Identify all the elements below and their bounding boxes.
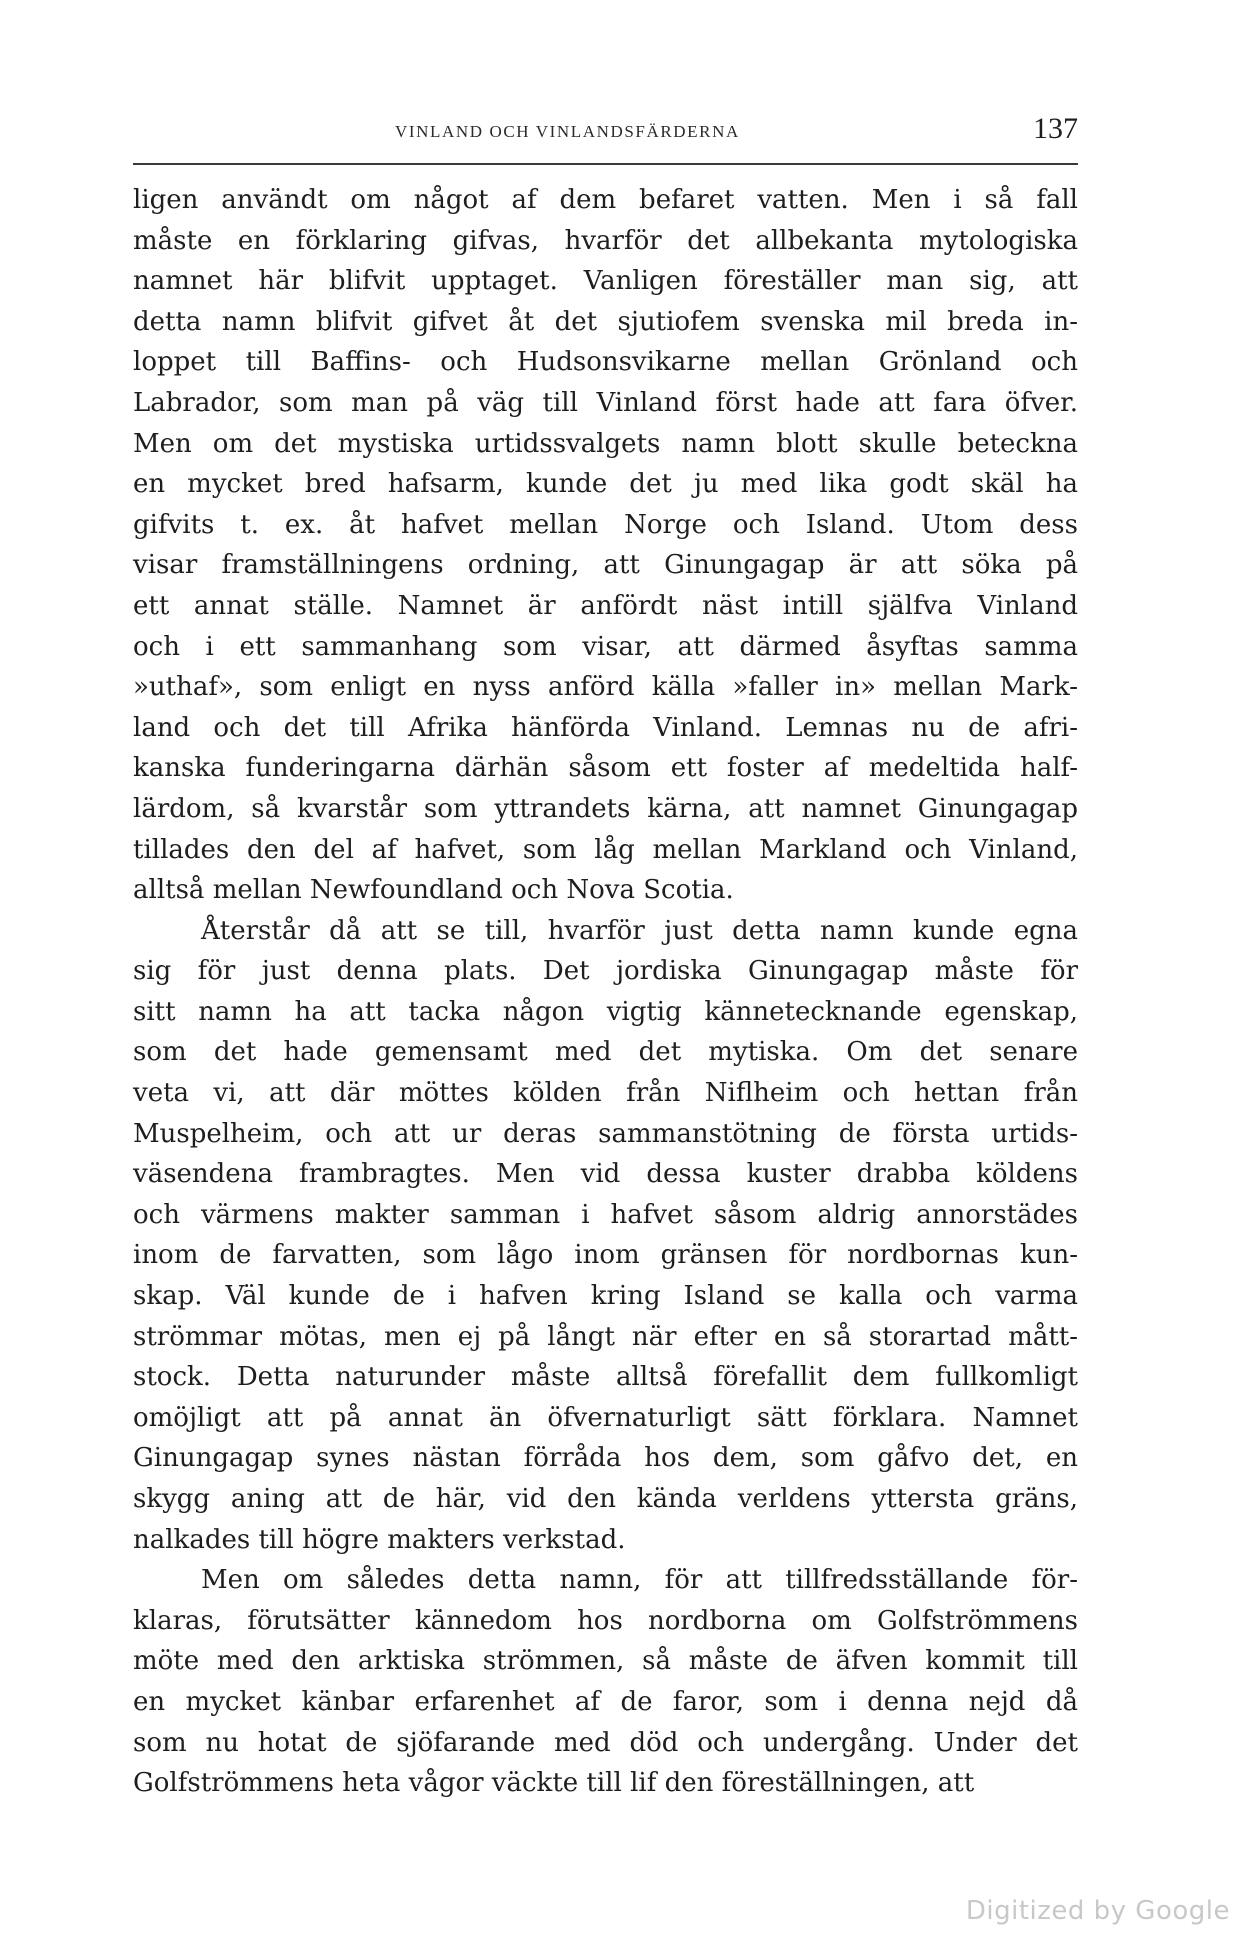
text-line: loppet till Baffins- och Hudsonsvikarne mellan Grönland och — [133, 347, 1078, 378]
text-line: ett annat ställe. Namnet är anfördt näst intill själfva Vinland — [133, 590, 1078, 621]
text-line: klaras, förutsätter kännedom hos nordborna om Golfströmmens — [133, 1605, 1078, 1636]
text-line: gifvits t. ex. åt hafvet mellan Norge och Island. Utom dess — [133, 509, 1078, 540]
text-line: kanska funderingarna därhän såsom ett foster af medeltida half- — [133, 753, 1078, 784]
text-line: lärdom, så kvarstår som yttrandets kärna, att namnet Ginungagap — [133, 793, 1078, 824]
text-line: Labrador, som man på väg till Vinland först hade att fara öfver. — [133, 387, 1078, 418]
text-line: tillades den del af hafvet, som låg mellan Markland och Vinland, — [133, 834, 1078, 865]
text-line: veta vi, att där möttes kölden från Niflheim och hettan från — [133, 1078, 1078, 1109]
text-line: som det hade gemensamt med det mytiska. Om det senare — [133, 1037, 1078, 1068]
text-line: en mycket känbar erfarenhet af de faror, som i denna nejd då — [133, 1686, 1078, 1717]
body-text — [133, 180, 1078, 1804]
text-line: sig för just denna plats. Det jordiska Ginungagap måste för — [133, 956, 1078, 987]
text-line: nalkades till högre makters verkstad. — [133, 1524, 626, 1555]
text-line: detta namn blifvit gifvet åt det sjutiofem svenska mil breda in- — [133, 306, 1078, 337]
running-head — [133, 112, 1078, 152]
text-line: Golfströmmens heta vågor väckte till lif den föreställningen, att — [133, 1768, 975, 1799]
text-line: visar framställningens ordning, att Ginungagap är att söka på — [133, 550, 1078, 581]
text-line: skygg aning att de här, vid den kända verldens yttersta gräns, — [133, 1484, 1078, 1514]
text-line: en mycket bred hafsarm, kunde det ju med lika godt skäl ha — [133, 469, 1078, 500]
text-line: stock. Detta naturunder måste alltså förefallit dem fullkomligt — [133, 1362, 1078, 1393]
text-line: Ginungagap synes nästan förråda hos dem, som gåfvo det, en — [133, 1443, 1078, 1474]
text-line: möte med den arktiska strömmen, så måste de äfven kommit till — [133, 1646, 1078, 1677]
text-line: land och det till Afrika hänförda Vinland. Lemnas nu de afri- — [133, 712, 1078, 743]
google-watermark: Digitized by Google — [965, 1896, 1230, 1926]
text-line: Återstår då att se till, hvarför just detta namn kunde egna — [201, 915, 1078, 946]
text-line: alltså mellan Newfoundland och Nova Scotia. — [133, 875, 734, 906]
text-line: namnet här blifvit upptaget. Vanligen föreställer man sig, att — [133, 266, 1078, 297]
text-line: sitt namn ha att tacka någon vigtig kännetecknande egenskap, — [133, 996, 1078, 1027]
text-line: och i ett sammanhang som visar, att därmed åsyftas samma — [133, 631, 1078, 662]
page-number: 137 — [1033, 112, 1078, 145]
header-rule — [133, 163, 1078, 165]
text-line: »uthaf», som enligt en nyss anförd källa »faller in» mellan Mark- — [133, 672, 1078, 703]
text-line: Muspelheim, och att ur deras sammanstötning de första urtids- — [133, 1118, 1078, 1149]
text-line: måste en förklaring gifvas, hvarför det allbekanta mytologiska — [133, 225, 1078, 256]
text-line: och värmens makter samman i hafvet såsom aldrig annorstädes — [133, 1199, 1078, 1230]
text-line: skap. Väl kunde de i hafven kring Island se kalla och varma — [133, 1281, 1078, 1312]
text-line: som nu hotat de sjöfarande med död och undergång. Under det — [133, 1727, 1078, 1758]
text-line: väsendena frambragtes. Men vid dessa kuster drabba köldens — [133, 1159, 1078, 1190]
text-line: Men om det mystiska urtidssvalgets namn blott skulle beteckna — [133, 428, 1078, 459]
text-line: inom de farvatten, som lågo inom gränsen för nordbornas kun- — [133, 1240, 1078, 1271]
text-line: strömmar mötas, men ej på långt när efter en så storartad mått- — [133, 1321, 1078, 1352]
text-line: Men om således detta namn, för att tillfredsställande för- — [201, 1565, 1078, 1596]
text-line: omöjligt att på annat än öfvernaturligt sätt förklara. Namnet — [133, 1402, 1078, 1433]
text-line: ligen användt om något af dem befaret vatten. Men i så fall — [133, 185, 1078, 215]
running-title: VINLAND OCH VINLANDSFÄRDERNA — [395, 122, 740, 141]
